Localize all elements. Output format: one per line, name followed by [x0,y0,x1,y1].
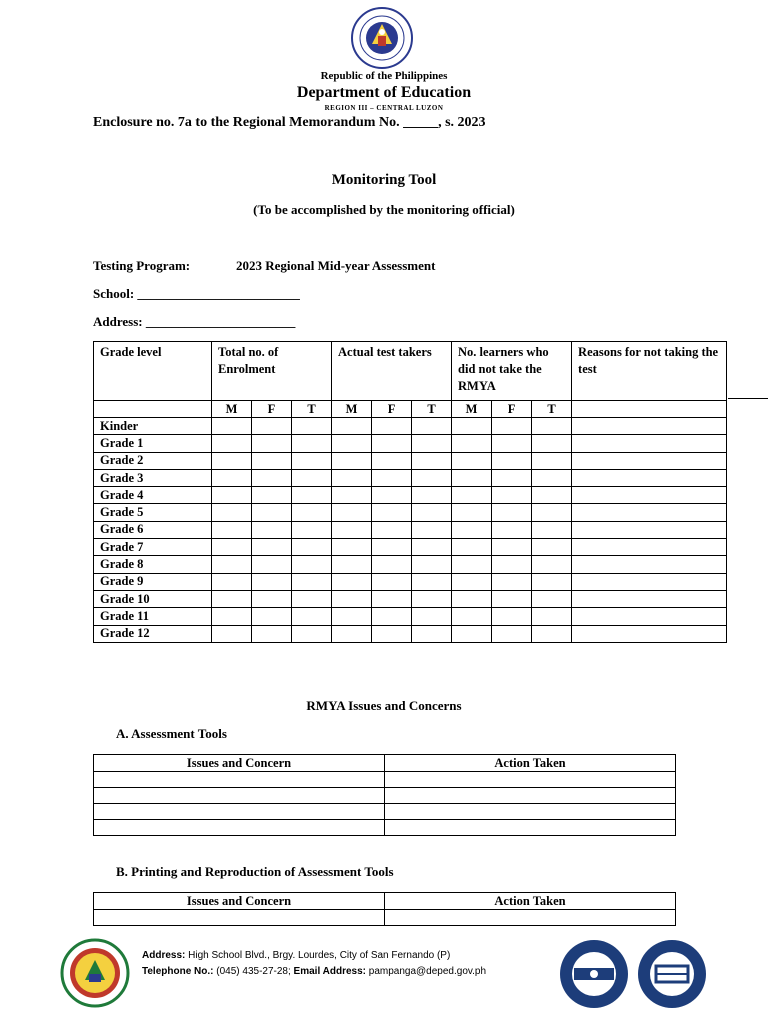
sub-header: F [252,401,292,418]
table-cell[interactable] [212,625,252,642]
table-cell[interactable] [492,590,532,607]
table-cell[interactable] [452,573,492,590]
form-title: Monitoring Tool [331,172,437,188]
table-cell[interactable] [385,772,676,788]
table-cell[interactable] [492,452,532,469]
grade-label: Grade 4 [94,487,212,504]
table-cell[interactable] [532,469,572,486]
grade-label: Grade 7 [94,539,212,556]
table-cell[interactable] [532,556,572,573]
table-cell[interactable] [332,418,372,435]
table-cell[interactable] [372,504,412,521]
table-cell[interactable] [332,469,372,486]
table-cell[interactable] [292,469,332,486]
table-cell[interactable] [94,910,385,926]
table-cell[interactable] [332,452,372,469]
department-name: Department of Education [296,84,472,101]
table-cell[interactable] [332,556,372,573]
table-cell[interactable] [412,556,452,573]
table-cell[interactable] [532,521,572,538]
table-cell[interactable] [372,521,412,538]
table-cell[interactable] [572,539,727,556]
header-actual-takers: Actual test takers [332,342,452,401]
table-row [94,573,727,590]
table-cell[interactable] [532,452,572,469]
table-cell[interactable] [372,539,412,556]
form-subtitle: (To be accomplished by the monitoring official) [253,202,515,217]
table-cell[interactable] [412,608,452,625]
table-cell[interactable] [572,608,727,625]
table-cell[interactable] [372,469,412,486]
table-cell[interactable] [212,556,252,573]
table-cell[interactable] [532,504,572,521]
footer-phone-label: Telephone No.: [142,966,214,977]
table-cell[interactable] [572,487,727,504]
table-cell[interactable] [492,556,532,573]
table-cell[interactable] [492,539,532,556]
grade-label: Grade 6 [94,521,212,538]
table-cell[interactable] [452,469,492,486]
testing-program-label: Testing Program: [93,258,191,273]
table-row [94,504,727,521]
table-cell[interactable] [252,469,292,486]
table-cell[interactable] [452,435,492,452]
table-cell[interactable] [532,487,572,504]
sub-header: T [412,401,452,418]
table-cell[interactable] [212,590,252,607]
table-cell[interactable] [332,573,372,590]
table-cell[interactable] [572,504,727,521]
table-cell[interactable] [385,910,676,926]
footer-address-value: High School Blvd., Brgy. Lourdes, City of San Fernando (P) [185,950,451,961]
table-cell[interactable] [252,625,292,642]
table-cell [572,401,727,418]
table-row [94,521,727,538]
table-cell[interactable] [252,487,292,504]
table-cell[interactable] [212,487,252,504]
table-cell[interactable] [292,521,332,538]
table-cell[interactable] [452,521,492,538]
table-cell[interactable] [572,556,727,573]
table-cell[interactable] [452,487,492,504]
col-action: Action Taken [385,893,676,910]
table-cell[interactable] [292,418,332,435]
table-cell[interactable] [572,625,727,642]
table-cell[interactable] [372,590,412,607]
table-row [94,487,727,504]
table-cell[interactable] [452,556,492,573]
table-cell[interactable] [332,608,372,625]
issues-title: RMYA Issues and Concerns [306,698,462,713]
enrolment-table [93,341,727,643]
grade-label: Grade 1 [94,435,212,452]
header-did-not-take: No. learners who did not take the RMYA [452,342,572,401]
col-issues: Issues and Concern [94,893,385,910]
table-cell[interactable] [412,573,452,590]
table-cell[interactable] [252,452,292,469]
table-cell[interactable] [372,625,412,642]
table-cell[interactable] [532,590,572,607]
sub-header: T [532,401,572,418]
grade-label: Grade 11 [94,608,212,625]
table-cell[interactable] [332,625,372,642]
table-cell[interactable] [292,435,332,452]
division-seal-logo [60,938,130,1008]
footer-address-label: Address: [142,950,186,961]
table-row [94,556,727,573]
table-cell[interactable] [212,435,252,452]
table-cell[interactable] [332,521,372,538]
table-cell[interactable] [572,590,727,607]
region-name: REGION III – CENTRAL LUZON [324,104,444,112]
table-cell[interactable] [372,573,412,590]
footer-contact [142,966,486,977]
table-cell[interactable] [412,590,452,607]
table-cell[interactable] [372,452,412,469]
table-cell[interactable] [572,573,727,590]
table-cell[interactable] [94,804,385,820]
table-cell[interactable] [412,418,452,435]
table-cell[interactable] [372,435,412,452]
table-cell[interactable] [252,608,292,625]
header-grade-level: Grade level [94,342,212,401]
table-cell[interactable] [212,539,252,556]
table-cell[interactable] [212,608,252,625]
table-cell[interactable] [412,539,452,556]
table-cell[interactable] [572,418,727,435]
grade-label: Grade 3 [94,469,212,486]
dqs-certified-logo [636,938,708,1010]
table-row [94,452,727,469]
table-cell[interactable] [292,539,332,556]
table-cell[interactable] [452,418,492,435]
table-cell[interactable] [212,418,252,435]
grade-label: Grade 2 [94,452,212,469]
testing-program-value: 2023 Regional Mid-year Assessment [236,258,436,273]
table-cell[interactable] [385,788,676,804]
table-cell[interactable] [452,608,492,625]
table-cell[interactable] [212,504,252,521]
table-cell[interactable] [252,539,292,556]
table-cell[interactable] [212,521,252,538]
table-cell[interactable] [332,590,372,607]
table-cell[interactable] [412,452,452,469]
divider [728,398,768,399]
table-cell[interactable] [532,435,572,452]
table-cell[interactable] [492,418,532,435]
grade-label: Grade 10 [94,590,212,607]
enclosure-line: Enclosure no. 7a to the Regional Memorandum No. _____, s. 2023 [93,115,486,130]
table-cell[interactable] [292,556,332,573]
table-cell[interactable] [452,452,492,469]
table-cell[interactable] [412,487,452,504]
printing-table [93,892,676,926]
table-cell[interactable] [94,772,385,788]
table-cell[interactable] [372,608,412,625]
table-cell[interactable] [492,608,532,625]
republic-text: Republic of the Philippines [320,70,448,82]
sub-header: M [332,401,372,418]
grade-label: Grade 9 [94,573,212,590]
table-cell[interactable] [292,608,332,625]
section-b-title: B. Printing and Reproduction of Assessment Tools [116,864,394,879]
table-cell[interactable] [532,625,572,642]
table-cell[interactable] [292,625,332,642]
table-cell[interactable] [492,625,532,642]
table-row [94,435,727,452]
deped-seal-logo [350,6,414,70]
table-cell[interactable] [492,435,532,452]
table-cell[interactable] [372,487,412,504]
footer-phone-value: (045) 435-27-28; [213,966,294,977]
table-cell[interactable] [252,573,292,590]
table-row [94,608,727,625]
table-row [94,539,727,556]
table-cell[interactable] [572,469,727,486]
table-cell[interactable] [412,504,452,521]
table-cell[interactable] [385,820,676,836]
sub-header: F [372,401,412,418]
table-cell[interactable] [452,504,492,521]
table-cell[interactable] [292,590,332,607]
section-a-title: A. Assessment Tools [116,726,227,741]
school-field[interactable]: School: _________________________ [93,286,300,301]
table-row [94,590,727,607]
header-reasons: Reasons for not taking the test [572,342,727,401]
table-cell[interactable] [532,418,572,435]
table-cell[interactable] [332,487,372,504]
grade-label: Grade 8 [94,556,212,573]
table-row [94,469,727,486]
header-total-enrolment: Total no. of Enrolment [212,342,332,401]
table-cell[interactable] [252,556,292,573]
table-cell[interactable] [452,539,492,556]
table-row [94,625,727,642]
table-cell[interactable] [412,521,452,538]
table-cell[interactable] [412,435,452,452]
table-cell[interactable] [492,521,532,538]
table-cell[interactable] [292,573,332,590]
table-cell[interactable] [332,435,372,452]
table-cell[interactable] [94,788,385,804]
grade-label: Grade 5 [94,504,212,521]
table-cell[interactable] [492,504,532,521]
table-cell[interactable] [292,487,332,504]
footer-email-value: pampanga@deped.gov.ph [365,966,487,977]
table-cell[interactable] [412,625,452,642]
table-cell[interactable] [385,804,676,820]
table-cell[interactable] [292,452,332,469]
table-cell[interactable] [532,573,572,590]
table-cell[interactable] [252,504,292,521]
table-cell[interactable] [252,435,292,452]
table-cell[interactable] [492,487,532,504]
table-cell[interactable] [372,556,412,573]
footer-email-label: Email Address: [293,966,366,977]
table-cell[interactable] [372,418,412,435]
sub-header: F [492,401,532,418]
table-cell[interactable] [212,452,252,469]
table-row [94,418,727,435]
table-cell[interactable] [532,539,572,556]
sub-header: T [292,401,332,418]
table-cell[interactable] [252,521,292,538]
table-cell[interactable] [452,590,492,607]
grade-label: Kinder [94,418,212,435]
iqnet-certified-logo [558,938,630,1010]
sub-header: M [212,401,252,418]
table-cell[interactable] [94,820,385,836]
table-cell[interactable] [412,469,452,486]
table-cell[interactable] [572,435,727,452]
table-cell[interactable] [532,608,572,625]
table-cell [94,401,212,418]
table-cell[interactable] [332,539,372,556]
address-field[interactable]: Address: _______________________ [93,314,296,329]
assessment-tools-table [93,754,676,836]
grade-label: Grade 12 [94,625,212,642]
col-action: Action Taken [385,755,676,772]
table-cell[interactable] [452,625,492,642]
footer-address [142,950,450,961]
table-cell[interactable] [572,521,727,538]
table-cell[interactable] [572,452,727,469]
table-cell[interactable] [212,573,252,590]
table-cell[interactable] [252,418,292,435]
sub-header: M [452,401,492,418]
table-cell[interactable] [292,504,332,521]
col-issues: Issues and Concern [94,755,385,772]
table-cell[interactable] [212,469,252,486]
table-cell[interactable] [332,504,372,521]
table-cell[interactable] [492,469,532,486]
table-cell[interactable] [252,590,292,607]
table-cell[interactable] [492,573,532,590]
